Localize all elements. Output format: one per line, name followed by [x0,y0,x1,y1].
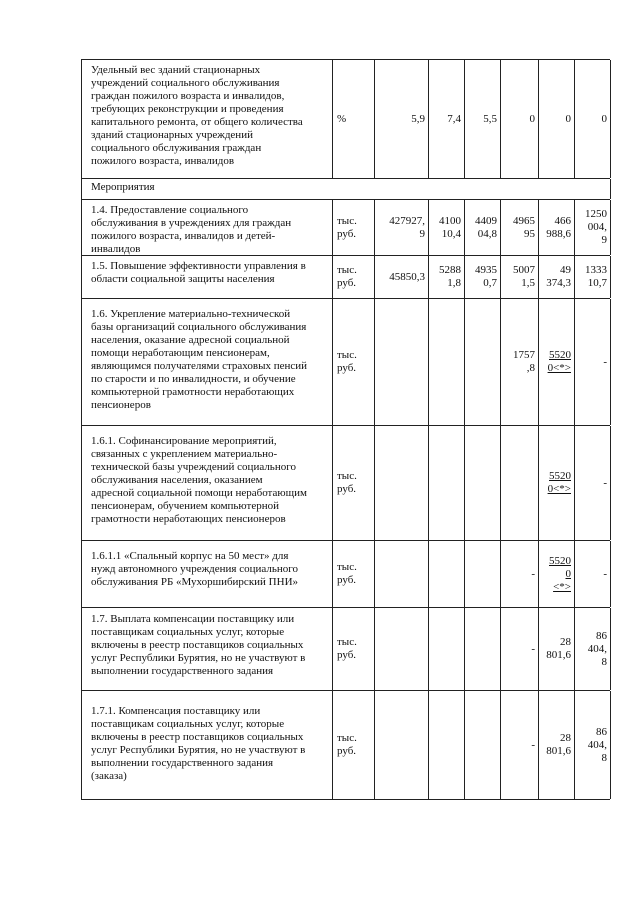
section-title: Мероприятия [91,181,155,193]
value: - [603,567,607,580]
value-cell [375,200,429,255]
value-cell [429,541,465,607]
value-cell [539,200,575,255]
value-cell [501,541,539,607]
row-name: 1.6. Укрепление материально-технической базы организаций социального обслуживания населения, оказание адресной социальной помощи неработающим пенсионерам, являющимся получателями страховых пенсий по старости и по инвалидности, и обучение компьютерной грамотности неработающих пенсионеров [91,308,308,411]
unit-cell [333,299,375,425]
value-cell [429,299,465,425]
value: 28 801,6 [546,732,571,757]
row-name-cell [82,299,333,425]
value: 86 404, 8 [587,725,607,764]
value-cell [429,691,465,799]
unit: % [337,112,347,125]
value: 466 988,6 [546,214,571,240]
value-link[interactable]: 5520 0<*> [547,349,571,374]
value: 1333 10,7 [585,264,607,289]
row-name: 1.6.1. Софинансирование мероприятий, связанных с укреплением материально- технической базы учреждений социального обслуживания населения, оказанием адресной социальной помощи неработающим пенсионерам, обучением компьютерной грамотности неработающих пенсионеров [91,435,307,525]
value-cell [575,200,611,255]
value-cell [375,299,429,425]
row-name: 1.7.1. Компенсация поставщику или поставщикам социальных услуг, которые включены в реестр поставщиков социальных услуг Республики Бурятия, но не участвуют в выполнении государственного задания (заказа) [91,705,306,782]
value-cell [501,60,539,178]
value: 0 [601,112,607,125]
value-cell [375,256,429,298]
section-title-cell [82,179,611,199]
value-cell [465,299,501,425]
value-cell [501,608,539,690]
row-name: 1.4. Предоставление социального обслуживания в учреждениях для граждан пожилого возраста, инвалидов и детей- инвалидов [91,204,292,255]
value: 4935 0,7 [475,264,497,289]
value-cell [539,60,575,178]
value: 1757 ,8 [513,349,535,374]
row-name-cell [82,200,333,255]
value-cell [539,426,575,540]
value-cell [375,541,429,607]
unit: тыс. руб. [337,636,357,661]
value-cell [575,541,611,607]
value-cell [429,426,465,540]
unit-cell [333,426,375,540]
value-link[interactable]: 5520 0 <*> [549,554,571,593]
value: 4409 04,8 [475,214,497,240]
value: 28 801,6 [546,636,571,661]
value-cell [539,691,575,799]
row-name-cell [82,256,333,298]
unit: тыс. руб. [337,732,357,757]
row-name-cell [82,60,333,178]
table-row [81,425,610,540]
value-cell [501,691,539,799]
unit-cell [333,691,375,799]
value: 5007 1,5 [513,264,535,289]
value: - [531,642,535,655]
value: 4100 10,4 [439,214,461,240]
value: 49 374,3 [546,264,571,289]
value-cell [575,608,611,690]
table-row [81,59,610,178]
value: 86 404, 8 [587,629,607,668]
value: - [531,567,535,580]
value-cell [429,608,465,690]
value: 4965 95 [513,214,535,240]
table-row [81,690,610,800]
row-name-cell [82,608,333,690]
value: 5288 1,8 [439,264,461,289]
value-cell [539,256,575,298]
row-name-cell [82,691,333,799]
table-row [81,607,610,690]
value: - [603,355,607,368]
value-cell [429,200,465,255]
value-cell [501,299,539,425]
unit-cell [333,256,375,298]
unit-cell [333,541,375,607]
table-row [81,255,610,298]
unit: тыс. руб. [337,561,357,586]
value: 5,5 [483,112,497,125]
row-name: 1.6.1.1 «Спальный корпус на 50 мест» для нужд автономного учреждения социального обслуживания РБ «Мухоршибирский ПНИ» [91,550,299,588]
value-cell [539,541,575,607]
value-cell [575,299,611,425]
row-name-cell [82,541,333,607]
value: 5,9 [411,112,425,125]
table-row [81,298,610,425]
indicators-table [81,59,610,800]
unit: тыс. руб. [337,214,357,240]
value-cell [465,426,501,540]
value-link[interactable]: 5520 0<*> [547,470,571,495]
value: 0 [565,112,571,125]
value-cell [501,256,539,298]
value-cell [501,426,539,540]
value-cell [465,256,501,298]
value-cell [465,60,501,178]
value: 7,4 [447,112,461,125]
table-row [81,199,610,255]
row-name: 1.7. Выплата компенсации поставщику или поставщикам социальных услуг, которые включены в реестр поставщиков социальных услуг Республики Бурятия, но не участвуют в выполнении государственного задания [91,613,306,677]
value-cell [375,608,429,690]
value: - [603,476,607,489]
value: - [531,738,535,751]
value-cell [575,256,611,298]
row-name: 1.5. Повышение эффективности управления в области социальной защиты населения [91,260,306,285]
value-cell [501,200,539,255]
value: 427927, 9 [389,214,425,240]
value-cell [465,608,501,690]
unit: тыс. руб. [337,264,357,289]
row-name: Удельный вес зданий стационарных учреждений социального обслуживания граждан пожилого возраста и инвалидов, требующих реконструкции и проведения капитального ремонта, от общего количества зданий стационарных учреждений социального обслуживания граждан пожилого возраста, инвалидов [91,64,303,167]
table-row [81,540,610,607]
value-cell [375,691,429,799]
unit: тыс. руб. [337,349,357,374]
value-cell [575,691,611,799]
unit: тыс. руб. [337,470,357,495]
value-cell [375,426,429,540]
value-cell [539,608,575,690]
row-name-cell [82,426,333,540]
value: 1250 004, 9 [585,208,607,246]
unit-cell [333,60,375,178]
value-cell [575,426,611,540]
value-cell [465,691,501,799]
value: 45850,3 [389,270,425,283]
section-row [81,178,610,199]
value-cell [375,60,429,178]
value-cell [575,60,611,178]
unit-cell [333,608,375,690]
value-cell [429,256,465,298]
value-cell [465,541,501,607]
value-cell [429,60,465,178]
value: 0 [529,112,535,125]
value-cell [539,299,575,425]
value-cell [465,200,501,255]
unit-cell [333,200,375,255]
